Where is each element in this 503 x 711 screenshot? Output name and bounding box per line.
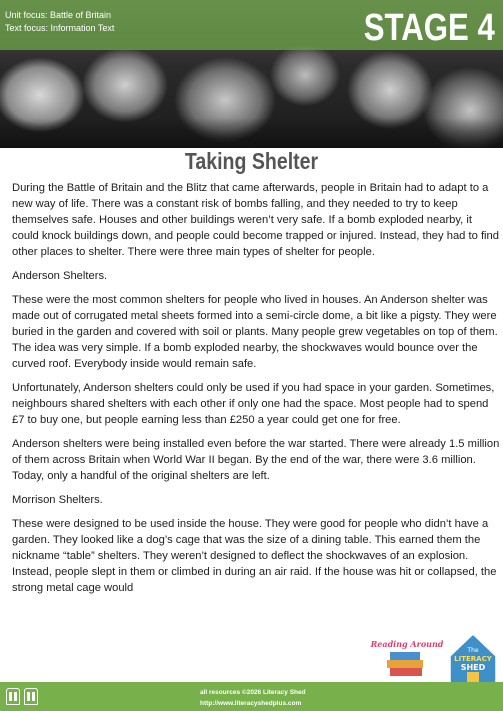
- unit-focus-label: Unit focus: Battle of Britain: [5, 10, 112, 20]
- footer-bar: [0, 682, 503, 711]
- text-focus-label: Text focus: Information Text: [5, 23, 115, 33]
- paragraph-anderson-cost: Unfortunately, Anderson shelters could only be used if you had space in your garden. Sometimes, neighbours shared shelters with each other if only one had the space. Most people had to spend £7 to buy one, but people earning less than £250 a year could get one for free.: [12, 382, 495, 426]
- shed-outline-icon: [24, 688, 38, 705]
- stage-label: STAGE 4: [363, 7, 495, 49]
- book-icon: [390, 668, 422, 676]
- paragraph-intro: During the Battle of Britain and the Blitz that came afterwards, people in Britain had to adapt to a new way of life. There was a constant risk of bombs falling, and they needed to try to keep themselves safe. Houses and other buildings weren’t very safe. If a bomb exploded nearby, it could knock buildings down, and people could become trapped or injured. Instead, they had to find other places to shelter. There were three main types of shelter for people.: [12, 182, 499, 258]
- article-body: [12, 180, 500, 658]
- shed-logo-line1: The: [467, 647, 479, 654]
- header-banner: [0, 0, 503, 148]
- footer-url-link[interactable]: http://www.literacyshedplus.com: [200, 700, 302, 707]
- section-heading-anderson: Anderson Shelters.: [12, 270, 108, 282]
- section-heading-morrison: Morrison Shelters.: [12, 494, 103, 506]
- literacy-shed-logo: [446, 630, 500, 690]
- reading-logo-line1: Reading Around: [370, 639, 444, 649]
- paragraph-anderson-numbers: Anderson shelters were being installed even before the war started. There were already 1.5 million of them across Britain when World War II began. By the end of the war, there were 3.6 million. Today, only a handful of the original shelters are left.: [12, 438, 500, 482]
- shed-logo-line2: LITERACY: [454, 655, 492, 663]
- paragraph-anderson-description: These were the most common shelters for people who lived in houses. An Anderson shelter was made out of corrugated metal sheets formed into a semi-circle dome, a bit like a pigsty. They were buried in the garden and covered with soil or plants. Many people grew vegetables on top of them. The idea was very simple. If a bomb exploded nearby, the shockwaves would bounce over the curved roof. Everybody inside would remain safe.: [12, 294, 498, 370]
- shed-outline-icon: [6, 688, 20, 705]
- book-icon: [387, 660, 423, 668]
- paragraph-morrison-description: These were designed to be used inside the house. They were good for people who didn’t have a garden. They looked like a dog’s cage that was the size of a dining table. This earned them the nickname “table” shelters. They weren’t designed to deflect the shockwaves of an explosion. Instead, people slept in them or climbed in during an air raid. If the house was hit or collapsed, the strong metal cage would: [12, 518, 497, 594]
- footer-copyright: all resources ©2026 Literacy Shed: [200, 689, 306, 696]
- page-title: Taking Shelter: [184, 148, 319, 174]
- book-icon: [390, 652, 420, 660]
- banner-shadow: [0, 118, 503, 148]
- shed-logo-line3: SHED: [460, 663, 486, 672]
